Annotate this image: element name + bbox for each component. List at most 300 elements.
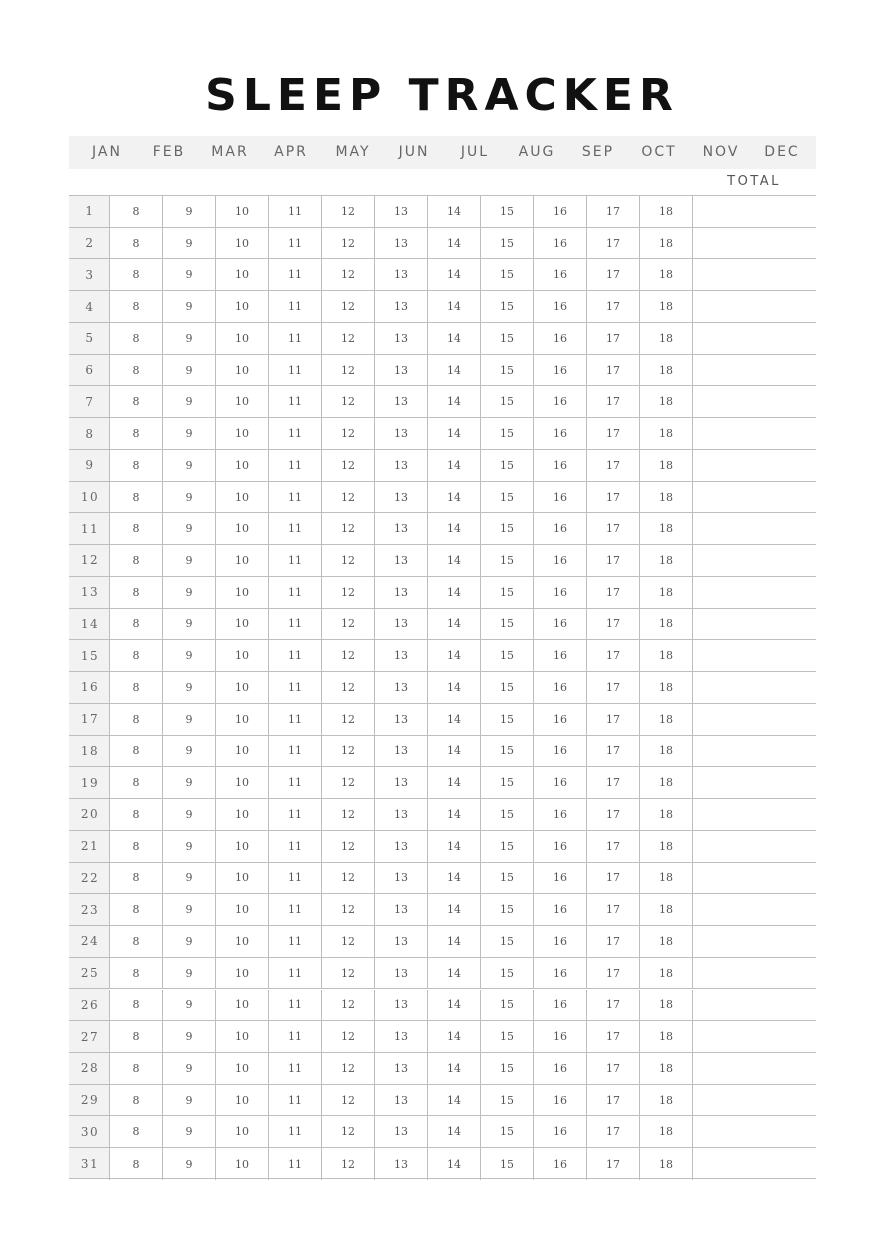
hour-cell[interactable]: 12 xyxy=(321,704,374,735)
hour-cell[interactable]: 10 xyxy=(215,482,268,513)
hour-cell[interactable]: 15 xyxy=(480,958,533,989)
hour-cell[interactable]: 12 xyxy=(321,228,374,259)
hour-cell[interactable]: 8 xyxy=(109,228,162,259)
hour-cell[interactable]: 11 xyxy=(268,926,321,957)
hour-cell[interactable]: 9 xyxy=(162,418,215,449)
hour-cell[interactable]: 13 xyxy=(374,894,427,925)
hour-cell[interactable]: 10 xyxy=(215,196,268,227)
hour-cell[interactable]: 16 xyxy=(533,577,586,608)
hour-cell[interactable]: 12 xyxy=(321,990,374,1021)
hour-cell[interactable]: 10 xyxy=(215,767,268,798)
hour-cell[interactable]: 8 xyxy=(109,513,162,544)
hour-cell[interactable]: 12 xyxy=(321,418,374,449)
total-cell[interactable] xyxy=(692,355,816,386)
hour-cell[interactable]: 11 xyxy=(268,894,321,925)
hour-cell[interactable]: 8 xyxy=(109,291,162,322)
hour-cell[interactable]: 11 xyxy=(268,640,321,671)
hour-cell[interactable]: 18 xyxy=(639,990,692,1021)
total-cell[interactable] xyxy=(692,672,816,703)
hour-cell[interactable]: 13 xyxy=(374,196,427,227)
hour-cell[interactable]: 17 xyxy=(586,196,639,227)
total-cell[interactable] xyxy=(692,1148,816,1180)
hour-cell[interactable]: 8 xyxy=(109,736,162,767)
hour-cell[interactable]: 16 xyxy=(533,799,586,830)
hour-cell[interactable]: 12 xyxy=(321,640,374,671)
hour-cell[interactable]: 13 xyxy=(374,1021,427,1052)
total-cell[interactable] xyxy=(692,990,816,1021)
hour-cell[interactable]: 14 xyxy=(427,799,480,830)
hour-cell[interactable]: 8 xyxy=(109,799,162,830)
hour-cell[interactable]: 12 xyxy=(321,450,374,481)
hour-cell[interactable]: 10 xyxy=(215,228,268,259)
hour-cell[interactable]: 14 xyxy=(427,894,480,925)
hour-cell[interactable]: 17 xyxy=(586,990,639,1021)
hour-cell[interactable]: 18 xyxy=(639,1116,692,1147)
total-cell[interactable] xyxy=(692,640,816,671)
hour-cell[interactable]: 8 xyxy=(109,450,162,481)
hour-cell[interactable]: 17 xyxy=(586,704,639,735)
hour-cell[interactable]: 14 xyxy=(427,577,480,608)
hour-cell[interactable]: 18 xyxy=(639,926,692,957)
total-cell[interactable] xyxy=(692,386,816,417)
hour-cell[interactable]: 11 xyxy=(268,767,321,798)
hour-cell[interactable]: 8 xyxy=(109,672,162,703)
total-cell[interactable] xyxy=(692,291,816,322)
hour-cell[interactable]: 18 xyxy=(639,545,692,576)
hour-cell[interactable]: 10 xyxy=(215,799,268,830)
hour-cell[interactable]: 10 xyxy=(215,418,268,449)
hour-cell[interactable]: 8 xyxy=(109,894,162,925)
hour-cell[interactable]: 18 xyxy=(639,1148,692,1180)
hour-cell[interactable]: 8 xyxy=(109,577,162,608)
hour-cell[interactable]: 16 xyxy=(533,196,586,227)
hour-cell[interactable]: 18 xyxy=(639,736,692,767)
hour-cell[interactable]: 18 xyxy=(639,1085,692,1116)
hour-cell[interactable]: 17 xyxy=(586,926,639,957)
hour-cell[interactable]: 10 xyxy=(215,672,268,703)
hour-cell[interactable]: 16 xyxy=(533,1053,586,1084)
hour-cell[interactable]: 16 xyxy=(533,831,586,862)
hour-cell[interactable]: 15 xyxy=(480,577,533,608)
hour-cell[interactable]: 17 xyxy=(586,894,639,925)
hour-cell[interactable]: 10 xyxy=(215,1116,268,1147)
total-cell[interactable] xyxy=(692,767,816,798)
hour-cell[interactable]: 18 xyxy=(639,323,692,354)
hour-cell[interactable]: 14 xyxy=(427,355,480,386)
hour-cell[interactable]: 13 xyxy=(374,799,427,830)
hour-cell[interactable]: 9 xyxy=(162,958,215,989)
hour-cell[interactable]: 17 xyxy=(586,1021,639,1052)
hour-cell[interactable]: 18 xyxy=(639,355,692,386)
hour-cell[interactable]: 13 xyxy=(374,831,427,862)
hour-cell[interactable]: 18 xyxy=(639,704,692,735)
hour-cell[interactable]: 15 xyxy=(480,228,533,259)
hour-cell[interactable]: 8 xyxy=(109,831,162,862)
hour-cell[interactable]: 11 xyxy=(268,545,321,576)
hour-cell[interactable]: 8 xyxy=(109,958,162,989)
hour-cell[interactable]: 16 xyxy=(533,355,586,386)
hour-cell[interactable]: 9 xyxy=(162,831,215,862)
hour-cell[interactable]: 15 xyxy=(480,513,533,544)
hour-cell[interactable]: 9 xyxy=(162,1021,215,1052)
hour-cell[interactable]: 17 xyxy=(586,736,639,767)
hour-cell[interactable]: 16 xyxy=(533,926,586,957)
hour-cell[interactable]: 17 xyxy=(586,1085,639,1116)
hour-cell[interactable]: 10 xyxy=(215,1021,268,1052)
hour-cell[interactable]: 9 xyxy=(162,704,215,735)
hour-cell[interactable]: 15 xyxy=(480,1021,533,1052)
total-cell[interactable] xyxy=(692,545,816,576)
hour-cell[interactable]: 15 xyxy=(480,704,533,735)
hour-cell[interactable]: 10 xyxy=(215,640,268,671)
hour-cell[interactable]: 18 xyxy=(639,1021,692,1052)
hour-cell[interactable]: 18 xyxy=(639,863,692,894)
hour-cell[interactable]: 15 xyxy=(480,990,533,1021)
hour-cell[interactable]: 11 xyxy=(268,577,321,608)
hour-cell[interactable]: 15 xyxy=(480,926,533,957)
total-cell[interactable] xyxy=(692,1085,816,1116)
hour-cell[interactable]: 14 xyxy=(427,831,480,862)
hour-cell[interactable]: 18 xyxy=(639,958,692,989)
hour-cell[interactable]: 12 xyxy=(321,291,374,322)
hour-cell[interactable]: 15 xyxy=(480,736,533,767)
hour-cell[interactable]: 16 xyxy=(533,990,586,1021)
hour-cell[interactable]: 10 xyxy=(215,323,268,354)
total-cell[interactable] xyxy=(692,513,816,544)
hour-cell[interactable]: 16 xyxy=(533,672,586,703)
hour-cell[interactable]: 8 xyxy=(109,545,162,576)
hour-cell[interactable]: 8 xyxy=(109,1148,162,1180)
hour-cell[interactable]: 11 xyxy=(268,672,321,703)
hour-cell[interactable]: 15 xyxy=(480,418,533,449)
hour-cell[interactable]: 8 xyxy=(109,1085,162,1116)
hour-cell[interactable]: 13 xyxy=(374,577,427,608)
hour-cell[interactable]: 14 xyxy=(427,990,480,1021)
hour-cell[interactable]: 18 xyxy=(639,1053,692,1084)
hour-cell[interactable]: 14 xyxy=(427,259,480,290)
hour-cell[interactable]: 14 xyxy=(427,767,480,798)
hour-cell[interactable]: 11 xyxy=(268,799,321,830)
hour-cell[interactable]: 13 xyxy=(374,259,427,290)
hour-cell[interactable]: 11 xyxy=(268,736,321,767)
hour-cell[interactable]: 12 xyxy=(321,545,374,576)
hour-cell[interactable]: 18 xyxy=(639,894,692,925)
hour-cell[interactable]: 17 xyxy=(586,640,639,671)
hour-cell[interactable]: 12 xyxy=(321,1021,374,1052)
hour-cell[interactable]: 12 xyxy=(321,958,374,989)
hour-cell[interactable]: 11 xyxy=(268,482,321,513)
hour-cell[interactable]: 11 xyxy=(268,450,321,481)
hour-cell[interactable]: 13 xyxy=(374,640,427,671)
hour-cell[interactable]: 11 xyxy=(268,418,321,449)
hour-cell[interactable]: 8 xyxy=(109,1053,162,1084)
hour-cell[interactable]: 12 xyxy=(321,386,374,417)
hour-cell[interactable]: 17 xyxy=(586,1053,639,1084)
hour-cell[interactable]: 11 xyxy=(268,355,321,386)
hour-cell[interactable]: 13 xyxy=(374,736,427,767)
hour-cell[interactable]: 10 xyxy=(215,704,268,735)
hour-cell[interactable]: 9 xyxy=(162,1053,215,1084)
hour-cell[interactable]: 9 xyxy=(162,926,215,957)
hour-cell[interactable]: 15 xyxy=(480,672,533,703)
hour-cell[interactable]: 8 xyxy=(109,1116,162,1147)
hour-cell[interactable]: 9 xyxy=(162,228,215,259)
hour-cell[interactable]: 17 xyxy=(586,609,639,640)
hour-cell[interactable]: 8 xyxy=(109,990,162,1021)
hour-cell[interactable]: 14 xyxy=(427,736,480,767)
total-cell[interactable] xyxy=(692,323,816,354)
hour-cell[interactable]: 17 xyxy=(586,355,639,386)
total-cell[interactable] xyxy=(692,831,816,862)
hour-cell[interactable]: 16 xyxy=(533,482,586,513)
hour-cell[interactable]: 13 xyxy=(374,1116,427,1147)
total-cell[interactable] xyxy=(692,450,816,481)
hour-cell[interactable]: 17 xyxy=(586,418,639,449)
hour-cell[interactable]: 18 xyxy=(639,291,692,322)
hour-cell[interactable]: 9 xyxy=(162,259,215,290)
hour-cell[interactable]: 17 xyxy=(586,1148,639,1180)
hour-cell[interactable]: 12 xyxy=(321,767,374,798)
hour-cell[interactable]: 15 xyxy=(480,450,533,481)
hour-cell[interactable]: 15 xyxy=(480,386,533,417)
hour-cell[interactable]: 14 xyxy=(427,1053,480,1084)
hour-cell[interactable]: 9 xyxy=(162,482,215,513)
hour-cell[interactable]: 8 xyxy=(109,926,162,957)
hour-cell[interactable]: 12 xyxy=(321,1116,374,1147)
hour-cell[interactable]: 18 xyxy=(639,799,692,830)
hour-cell[interactable]: 14 xyxy=(427,863,480,894)
hour-cell[interactable]: 16 xyxy=(533,863,586,894)
total-cell[interactable] xyxy=(692,196,816,227)
hour-cell[interactable]: 12 xyxy=(321,736,374,767)
hour-cell[interactable]: 14 xyxy=(427,418,480,449)
hour-cell[interactable]: 15 xyxy=(480,323,533,354)
hour-cell[interactable]: 13 xyxy=(374,1148,427,1180)
hour-cell[interactable]: 8 xyxy=(109,863,162,894)
hour-cell[interactable]: 16 xyxy=(533,1116,586,1147)
hour-cell[interactable]: 12 xyxy=(321,609,374,640)
hour-cell[interactable]: 9 xyxy=(162,513,215,544)
hour-cell[interactable]: 16 xyxy=(533,704,586,735)
hour-cell[interactable]: 17 xyxy=(586,228,639,259)
hour-cell[interactable]: 8 xyxy=(109,1021,162,1052)
hour-cell[interactable]: 16 xyxy=(533,259,586,290)
total-cell[interactable] xyxy=(692,799,816,830)
hour-cell[interactable]: 16 xyxy=(533,736,586,767)
hour-cell[interactable]: 14 xyxy=(427,672,480,703)
hour-cell[interactable]: 18 xyxy=(639,482,692,513)
hour-cell[interactable]: 18 xyxy=(639,228,692,259)
hour-cell[interactable]: 16 xyxy=(533,767,586,798)
total-cell[interactable] xyxy=(692,1116,816,1147)
total-cell[interactable] xyxy=(692,259,816,290)
hour-cell[interactable]: 9 xyxy=(162,640,215,671)
hour-cell[interactable]: 18 xyxy=(639,672,692,703)
hour-cell[interactable]: 18 xyxy=(639,831,692,862)
hour-cell[interactable]: 17 xyxy=(586,545,639,576)
hour-cell[interactable]: 12 xyxy=(321,799,374,830)
hour-cell[interactable]: 14 xyxy=(427,291,480,322)
hour-cell[interactable]: 14 xyxy=(427,450,480,481)
hour-cell[interactable]: 15 xyxy=(480,640,533,671)
hour-cell[interactable]: 10 xyxy=(215,355,268,386)
hour-cell[interactable]: 14 xyxy=(427,1148,480,1180)
hour-cell[interactable]: 18 xyxy=(639,513,692,544)
hour-cell[interactable]: 16 xyxy=(533,228,586,259)
hour-cell[interactable]: 12 xyxy=(321,513,374,544)
hour-cell[interactable]: 17 xyxy=(586,386,639,417)
hour-cell[interactable]: 11 xyxy=(268,1116,321,1147)
hour-cell[interactable]: 16 xyxy=(533,1021,586,1052)
hour-cell[interactable]: 17 xyxy=(586,450,639,481)
hour-cell[interactable]: 10 xyxy=(215,894,268,925)
hour-cell[interactable]: 12 xyxy=(321,577,374,608)
hour-cell[interactable]: 12 xyxy=(321,1085,374,1116)
hour-cell[interactable]: 8 xyxy=(109,482,162,513)
hour-cell[interactable]: 12 xyxy=(321,672,374,703)
hour-cell[interactable]: 15 xyxy=(480,1148,533,1180)
hour-cell[interactable]: 13 xyxy=(374,672,427,703)
hour-cell[interactable]: 16 xyxy=(533,513,586,544)
hour-cell[interactable]: 15 xyxy=(480,545,533,576)
hour-cell[interactable]: 11 xyxy=(268,1021,321,1052)
hour-cell[interactable]: 15 xyxy=(480,609,533,640)
hour-cell[interactable]: 18 xyxy=(639,640,692,671)
total-cell[interactable] xyxy=(692,704,816,735)
hour-cell[interactable]: 11 xyxy=(268,386,321,417)
hour-cell[interactable]: 11 xyxy=(268,1085,321,1116)
hour-cell[interactable]: 13 xyxy=(374,1085,427,1116)
hour-cell[interactable]: 17 xyxy=(586,672,639,703)
hour-cell[interactable]: 12 xyxy=(321,831,374,862)
hour-cell[interactable]: 9 xyxy=(162,386,215,417)
hour-cell[interactable]: 16 xyxy=(533,323,586,354)
hour-cell[interactable]: 12 xyxy=(321,926,374,957)
hour-cell[interactable]: 16 xyxy=(533,640,586,671)
hour-cell[interactable]: 10 xyxy=(215,577,268,608)
total-cell[interactable] xyxy=(692,863,816,894)
hour-cell[interactable]: 15 xyxy=(480,1116,533,1147)
hour-cell[interactable]: 17 xyxy=(586,291,639,322)
hour-cell[interactable]: 13 xyxy=(374,958,427,989)
hour-cell[interactable]: 13 xyxy=(374,863,427,894)
hour-cell[interactable]: 17 xyxy=(586,577,639,608)
hour-cell[interactable]: 17 xyxy=(586,1116,639,1147)
hour-cell[interactable]: 14 xyxy=(427,386,480,417)
hour-cell[interactable]: 11 xyxy=(268,259,321,290)
hour-cell[interactable]: 9 xyxy=(162,1148,215,1180)
hour-cell[interactable]: 15 xyxy=(480,259,533,290)
hour-cell[interactable]: 14 xyxy=(427,228,480,259)
hour-cell[interactable]: 8 xyxy=(109,323,162,354)
hour-cell[interactable]: 15 xyxy=(480,894,533,925)
hour-cell[interactable]: 12 xyxy=(321,259,374,290)
hour-cell[interactable]: 17 xyxy=(586,259,639,290)
hour-cell[interactable]: 15 xyxy=(480,482,533,513)
hour-cell[interactable]: 11 xyxy=(268,831,321,862)
hour-cell[interactable]: 10 xyxy=(215,291,268,322)
hour-cell[interactable]: 13 xyxy=(374,609,427,640)
total-cell[interactable] xyxy=(692,482,816,513)
hour-cell[interactable]: 8 xyxy=(109,609,162,640)
hour-cell[interactable]: 10 xyxy=(215,513,268,544)
hour-cell[interactable]: 11 xyxy=(268,863,321,894)
hour-cell[interactable]: 18 xyxy=(639,450,692,481)
hour-cell[interactable]: 8 xyxy=(109,704,162,735)
hour-cell[interactable]: 11 xyxy=(268,323,321,354)
hour-cell[interactable]: 12 xyxy=(321,196,374,227)
total-cell[interactable] xyxy=(692,1021,816,1052)
total-cell[interactable] xyxy=(692,1053,816,1084)
hour-cell[interactable]: 11 xyxy=(268,196,321,227)
hour-cell[interactable]: 11 xyxy=(268,1148,321,1180)
total-cell[interactable] xyxy=(692,228,816,259)
hour-cell[interactable]: 16 xyxy=(533,291,586,322)
hour-cell[interactable]: 9 xyxy=(162,799,215,830)
hour-cell[interactable]: 16 xyxy=(533,418,586,449)
hour-cell[interactable]: 9 xyxy=(162,196,215,227)
hour-cell[interactable]: 16 xyxy=(533,1148,586,1180)
hour-cell[interactable]: 18 xyxy=(639,418,692,449)
hour-cell[interactable]: 18 xyxy=(639,259,692,290)
hour-cell[interactable]: 16 xyxy=(533,1085,586,1116)
hour-cell[interactable]: 14 xyxy=(427,926,480,957)
hour-cell[interactable]: 15 xyxy=(480,1053,533,1084)
hour-cell[interactable]: 13 xyxy=(374,704,427,735)
hour-cell[interactable]: 9 xyxy=(162,736,215,767)
hour-cell[interactable]: 17 xyxy=(586,799,639,830)
hour-cell[interactable]: 12 xyxy=(321,355,374,386)
hour-cell[interactable]: 13 xyxy=(374,291,427,322)
hour-cell[interactable]: 10 xyxy=(215,386,268,417)
total-cell[interactable] xyxy=(692,609,816,640)
hour-cell[interactable]: 14 xyxy=(427,609,480,640)
hour-cell[interactable]: 9 xyxy=(162,577,215,608)
hour-cell[interactable]: 8 xyxy=(109,767,162,798)
hour-cell[interactable]: 17 xyxy=(586,958,639,989)
hour-cell[interactable]: 11 xyxy=(268,1053,321,1084)
hour-cell[interactable]: 13 xyxy=(374,355,427,386)
total-cell[interactable] xyxy=(692,736,816,767)
hour-cell[interactable]: 12 xyxy=(321,1053,374,1084)
hour-cell[interactable]: 10 xyxy=(215,990,268,1021)
total-cell[interactable] xyxy=(692,418,816,449)
hour-cell[interactable]: 16 xyxy=(533,450,586,481)
hour-cell[interactable]: 14 xyxy=(427,513,480,544)
hour-cell[interactable]: 14 xyxy=(427,1021,480,1052)
hour-cell[interactable]: 18 xyxy=(639,196,692,227)
hour-cell[interactable]: 17 xyxy=(586,831,639,862)
hour-cell[interactable]: 13 xyxy=(374,1053,427,1084)
hour-cell[interactable]: 9 xyxy=(162,1116,215,1147)
hour-cell[interactable]: 16 xyxy=(533,609,586,640)
hour-cell[interactable]: 11 xyxy=(268,513,321,544)
hour-cell[interactable]: 18 xyxy=(639,609,692,640)
hour-cell[interactable]: 17 xyxy=(586,323,639,354)
hour-cell[interactable]: 9 xyxy=(162,863,215,894)
hour-cell[interactable]: 10 xyxy=(215,958,268,989)
hour-cell[interactable]: 10 xyxy=(215,863,268,894)
hour-cell[interactable]: 12 xyxy=(321,323,374,354)
hour-cell[interactable]: 13 xyxy=(374,386,427,417)
hour-cell[interactable]: 16 xyxy=(533,894,586,925)
hour-cell[interactable]: 9 xyxy=(162,609,215,640)
hour-cell[interactable]: 13 xyxy=(374,228,427,259)
hour-cell[interactable]: 11 xyxy=(268,609,321,640)
hour-cell[interactable]: 14 xyxy=(427,323,480,354)
hour-cell[interactable]: 8 xyxy=(109,355,162,386)
hour-cell[interactable]: 12 xyxy=(321,1148,374,1180)
